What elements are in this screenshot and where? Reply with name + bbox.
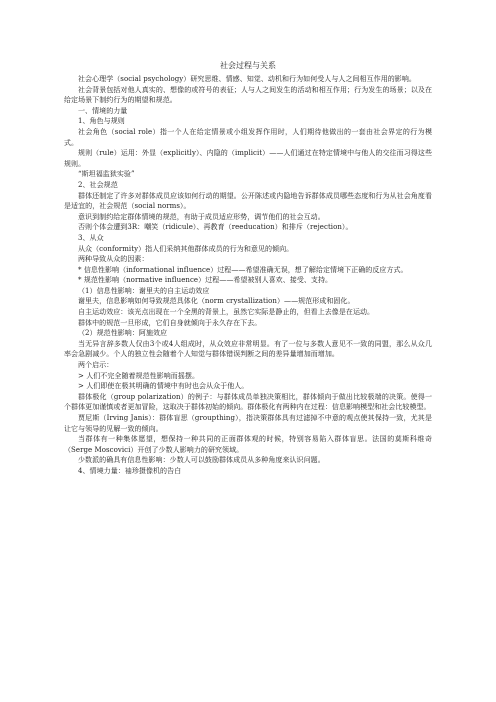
paragraph: （2）规范性影响：阿施效应 bbox=[78, 329, 168, 338]
page-title: 社会过程与关系 bbox=[220, 61, 276, 70]
paragraph: 群体极化（group polarization）的例子：与群体成员单独决策相比，群体倾向于做出比较极端的决策。使得一个群体更加谨慎或者更加冒险，这取决于群体初始的倾向。群体极化有两种内在过程：信息影响模型和社会比较模型。 bbox=[64, 392, 432, 412]
paragraph: 社会心理学（social psychology）研究思维、情感、知觉、动机和行为如何受人与人之间相互作用的影响。 bbox=[78, 75, 416, 83]
paragraph: 谢里夫，信息影响如何导致规范具体化（norm crystallization）——规范形成和固化。 bbox=[78, 297, 355, 306]
paragraph: 4、情境力量：袖珍摄像机的告白 bbox=[78, 466, 182, 475]
paragraph: 一、情境的力量 bbox=[78, 106, 128, 115]
paragraph: 群体中的规范一旦形成，它们自身就倾向于永久存在下去。 bbox=[78, 318, 262, 327]
paragraph: （1）信息性影响：谢里夫的自主运动效应 bbox=[78, 286, 210, 295]
paragraph: 当群体有一种集体愿望，想保持一种共同的正面群体观的时候，特别容易陷入群体盲思。法国的莫斯科维奇（Serge Moscovici）开创了少数人影响力的研究领域。 bbox=[64, 435, 432, 454]
paragraph: > 人们即使在极其明确的情境中有时也会从众于他人。 bbox=[78, 382, 249, 391]
paragraph: 自主运动效应：该光点出现在一个全黑的背景上，虽然它实际是静止的，但看上去像是在运动。 bbox=[78, 308, 375, 317]
paragraph: 3、从众 bbox=[78, 233, 104, 242]
paragraph: 群体还制定了许多对群体成员应该如何行动的期望。公开陈述或内隐地告诉群体成员哪些态度和行为从社会角度看是适宜的，社会规范（social norms）。 bbox=[64, 191, 432, 211]
paragraph: > 人们不完全随着规范性影响而摇摆。 bbox=[78, 371, 199, 380]
paragraph: 两个启示： bbox=[78, 361, 114, 370]
paragraph: 规则（rule）运用：外显（explicitly）、内隐的（implicit）——人们通过在特定情境中与他人的交往而习得这些规则。 bbox=[64, 149, 432, 168]
paragraph: 从众（conformity）指人们采纳其他群体成员的行为和意见的倾向。 bbox=[78, 244, 294, 253]
paragraph: “斯坦福监狱实验” bbox=[78, 170, 135, 179]
paragraph: 1、角色与规则 bbox=[78, 117, 125, 126]
paragraph: 当无异言辞多数人仅由3个或4人组成时，从众效应非常明显。有了一位与多数人意见不一致的同盟，那么从众几率会急剧减少。个人的独立性会随着个人知觉与群体错误判断之间的差异量增加而增加。 bbox=[64, 339, 432, 359]
paragraph: 否则个体会遭到3R：嘲笑（ridicule）、再教育（reeducation）和排斥（rejection）。 bbox=[78, 223, 353, 232]
paragraph: 贾尼斯（Irving Janis）：群体盲思（groupthing），指决策群体具有过滤掉不中意的观点使其保持一致，尤其是让它与领导的见解一致的倾向。 bbox=[64, 414, 432, 433]
paragraph: * 信息性影响（informational influence）过程——希望准确无误，想了解给定情境下正确的反应方式。 bbox=[78, 265, 408, 274]
document-body bbox=[64, 74, 432, 477]
paragraph: * 规范性影响（normative influence）过程——希望被别人喜欢、接受、支持。 bbox=[78, 276, 333, 285]
paragraph: 社会角色（social role）指一个人在给定情景或小组发挥作用时，人们期待他做出的一套由社会界定的行为模式。 bbox=[64, 127, 432, 147]
paragraph: 两种导致从众的因素： bbox=[78, 255, 149, 264]
paragraph: 少数派的确具有信息性影响：少数人可以鼓励群体成员从多种角度来认识问题。 bbox=[78, 456, 325, 465]
paragraph: 2、社会规范 bbox=[78, 180, 118, 189]
paragraph: 社会背景包括对他人真实的、想像的或符号的表征；人与人之间发生的活动和相互作用；行为发生的场景；以及在给定场景下制约行为的期望和规范。 bbox=[64, 85, 432, 105]
paragraph: 意识到制约给定群体情境的规范，有助于成员适应形势，调节他们的社会互动。 bbox=[78, 212, 325, 221]
